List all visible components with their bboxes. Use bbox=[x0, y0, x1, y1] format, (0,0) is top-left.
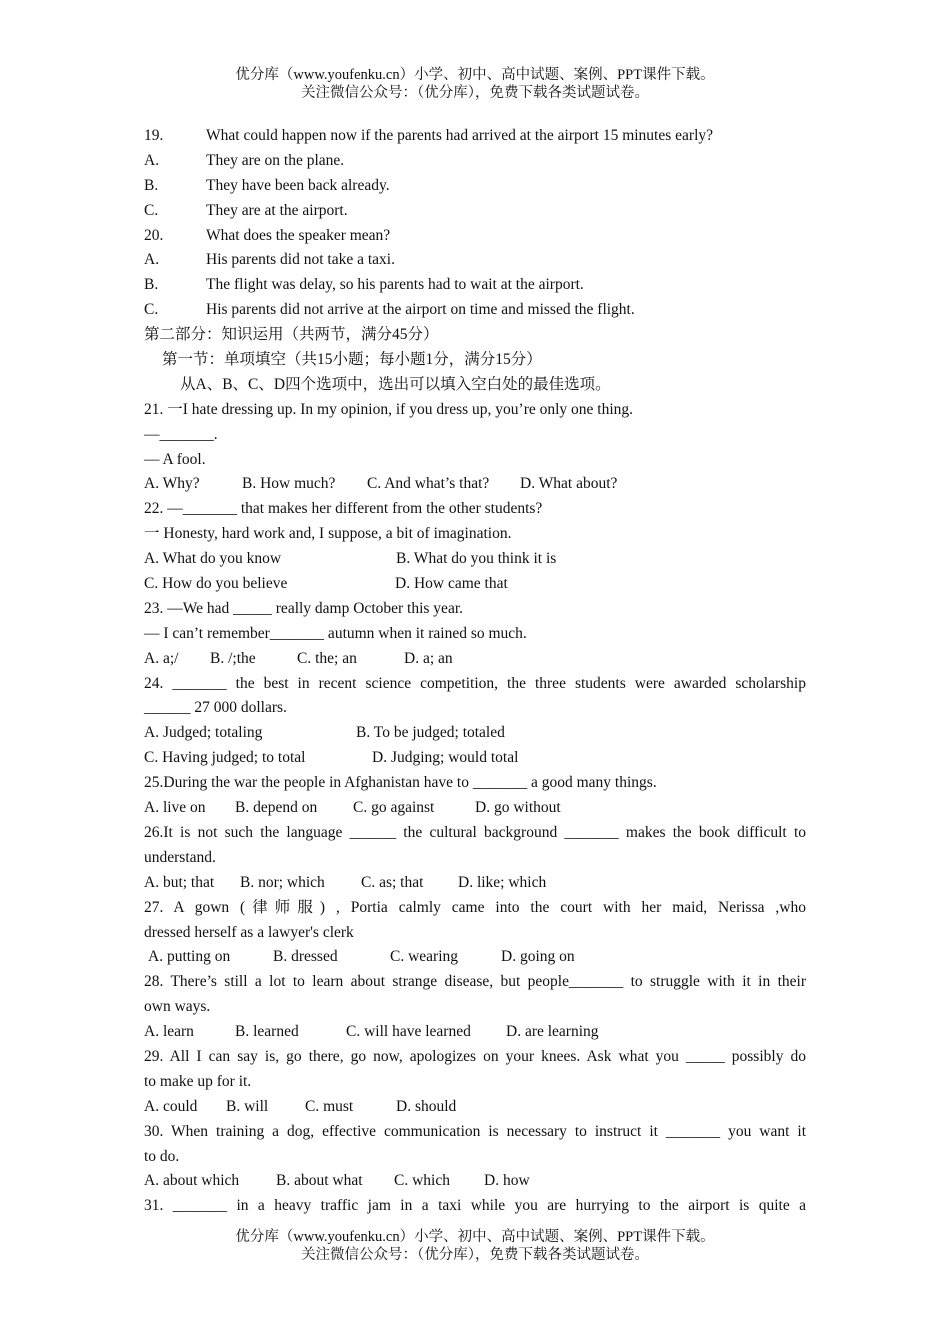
question-22: 22. —_______ that makes her different from the other students? bbox=[144, 500, 543, 518]
question-29-cont: to make up for it. bbox=[144, 1072, 252, 1090]
page-header bbox=[0, 66, 950, 102]
question-text: What could happen now if the parents had arrived at the airport 15 minutes early? bbox=[206, 127, 714, 144]
option-d: D. What about? bbox=[520, 475, 618, 493]
option-d: D. should bbox=[396, 1097, 457, 1115]
option-d: D. a; an bbox=[404, 649, 453, 667]
page-footer bbox=[0, 1228, 950, 1264]
option-b: B. about what bbox=[276, 1172, 363, 1190]
options-row bbox=[144, 572, 806, 597]
option-a: A. Why? bbox=[144, 475, 200, 493]
options-row bbox=[144, 1020, 806, 1045]
option-a: A. a;/ bbox=[144, 649, 179, 667]
section-title: 第一节：单项填空（共15小题；每小题1分，满分15分） bbox=[162, 351, 542, 369]
question-19 bbox=[144, 124, 806, 149]
option-row: C. They are at the airport. bbox=[144, 201, 348, 219]
question-24: 24. _______ the best in recent science competition, the three students were awarded scholarship bbox=[144, 674, 806, 692]
option-c: C. as; that bbox=[361, 873, 424, 891]
option-c: C. And what’s that? bbox=[367, 475, 490, 493]
option-a: A. learn bbox=[144, 1023, 194, 1041]
option-b: B. How much? bbox=[242, 475, 336, 493]
option-b: B. dressed bbox=[273, 948, 338, 966]
footer-line-1: 优分库（www.youfenku.cn）小学、初中、高中试题、案例、PPT课件下载。 bbox=[235, 1229, 715, 1245]
option-b: B. depend on bbox=[235, 799, 318, 817]
option-d: D. How came that bbox=[395, 575, 508, 593]
option-d: D. like; which bbox=[458, 873, 547, 891]
question-30-cont: to do. bbox=[144, 1147, 180, 1165]
question-26-cont: understand. bbox=[144, 848, 216, 866]
options-row bbox=[144, 721, 806, 746]
options-row bbox=[144, 796, 806, 821]
question-number: 20. bbox=[144, 226, 164, 244]
question-20 bbox=[144, 224, 806, 249]
option-b: B. /;the bbox=[210, 649, 256, 667]
option-c: C. which bbox=[394, 1172, 450, 1190]
option-b: B. What do you think it is bbox=[396, 550, 557, 568]
option-row: B. The flight was delay, so his parents had to wait at the airport. bbox=[144, 276, 584, 294]
option-c: C. must bbox=[305, 1097, 354, 1115]
option-d: D. going on bbox=[501, 948, 575, 966]
section-instruction: 从A、B、C、D四个选项中，选出可以填入空白处的最佳选项。 bbox=[180, 375, 611, 393]
option-c: C. How do you believe bbox=[144, 575, 288, 593]
option-d: D. Judging; would total bbox=[372, 749, 519, 767]
option-a: A. What do you know bbox=[144, 550, 282, 568]
option-b: B. To be judged; totaled bbox=[356, 724, 505, 742]
option-row: A. They are on the plane. bbox=[144, 151, 345, 169]
footer-line-2: 关注微信公众号：（优分库），免费下载各类试题试卷。 bbox=[301, 1247, 649, 1263]
question-21: 21. 一I hate dressing up. In my opinion, if you dress up, you’re only one thing. bbox=[144, 400, 634, 418]
option-c: C. wearing bbox=[390, 948, 459, 966]
option-row: A. His parents did not take a taxi. bbox=[144, 251, 395, 269]
option-a: A. but; that bbox=[144, 873, 215, 891]
option-c: C. the; an bbox=[297, 649, 357, 667]
option-d: D. how bbox=[484, 1172, 530, 1190]
question-25: 25.During the war the people in Afghanistan have to _______ a good many things. bbox=[144, 774, 657, 792]
option-row: C. His parents did not arrive at the airport on time and missed the flight. bbox=[144, 301, 635, 319]
question-31: 31. _______ in a heavy traffic jam in a taxi while you are hurrying to the airport is quite a bbox=[144, 1197, 806, 1215]
dialogue-line: — I can’t remember_______ autumn when it rained so much. bbox=[144, 624, 527, 642]
option-a: A. could bbox=[144, 1097, 198, 1115]
question-30: 30. When training a dog, effective communication is necessary to instruct it _______ you want it bbox=[144, 1122, 806, 1140]
option-d: D. are learning bbox=[506, 1023, 599, 1041]
option-a: A. live on bbox=[144, 799, 206, 817]
option-a: A. Judged; totaling bbox=[144, 724, 263, 742]
option-a: A. putting on bbox=[148, 948, 231, 966]
option-c: C. will have learned bbox=[346, 1023, 471, 1041]
options-row bbox=[144, 945, 806, 970]
options-row bbox=[144, 1095, 806, 1120]
question-text: What does the speaker mean? bbox=[206, 226, 391, 244]
question-28-cont: own ways. bbox=[144, 998, 211, 1016]
question-29: 29. All I can say is, go there, go now, apologizes on your knees. Ask what you _____ possibly do bbox=[144, 1047, 806, 1065]
question-number: 19. bbox=[144, 127, 164, 144]
option-row: B. They have been back already. bbox=[144, 176, 390, 194]
question-27-cont: dressed herself as a lawyer's clerk bbox=[144, 923, 354, 941]
question-23: 23. —We had _____ really damp October this year. bbox=[144, 599, 463, 617]
dialogue-line: — A fool. bbox=[144, 450, 206, 468]
option-c: C. Having judged; to total bbox=[144, 749, 306, 767]
option-c: C. go against bbox=[353, 799, 435, 817]
header-line-2: 关注微信公众号：（优分库），免费下载各类试题试卷。 bbox=[301, 85, 649, 101]
option-d: D. go without bbox=[475, 799, 561, 817]
question-26: 26.It is not such the language ______ the cultural background _______ makes the book difficult to bbox=[144, 823, 806, 841]
options-row bbox=[144, 647, 806, 672]
option-b: B. learned bbox=[235, 1023, 299, 1041]
part-title: 第二部分：知识运用（共两节，满分45分） bbox=[144, 326, 439, 344]
exam-content bbox=[144, 124, 806, 1219]
question-24-cont: ______ 27 000 dollars. bbox=[144, 699, 287, 717]
options-row bbox=[144, 472, 806, 497]
options-row bbox=[144, 547, 806, 572]
question-28: 28. There’s still a lot to learn about strange disease, but people_______ to struggle with it in their bbox=[144, 973, 806, 991]
options-row bbox=[144, 871, 806, 896]
option-b: B. will bbox=[226, 1097, 269, 1115]
question-27: 27. A gown (律师服) , Portia calmly came into the court with her maid, Nerissa ,who bbox=[144, 898, 806, 916]
dialogue-line: —_______. bbox=[144, 425, 218, 443]
options-row bbox=[144, 746, 806, 771]
dialogue-line: 一 Honesty, hard work and, I suppose, a bit of imagination. bbox=[144, 525, 512, 543]
options-row bbox=[144, 1169, 806, 1194]
option-b: B. nor; which bbox=[240, 873, 325, 891]
option-a: A. about which bbox=[144, 1172, 240, 1190]
header-line-1: 优分库（www.youfenku.cn）小学、初中、高中试题、案例、PPT课件下载。 bbox=[235, 67, 715, 83]
